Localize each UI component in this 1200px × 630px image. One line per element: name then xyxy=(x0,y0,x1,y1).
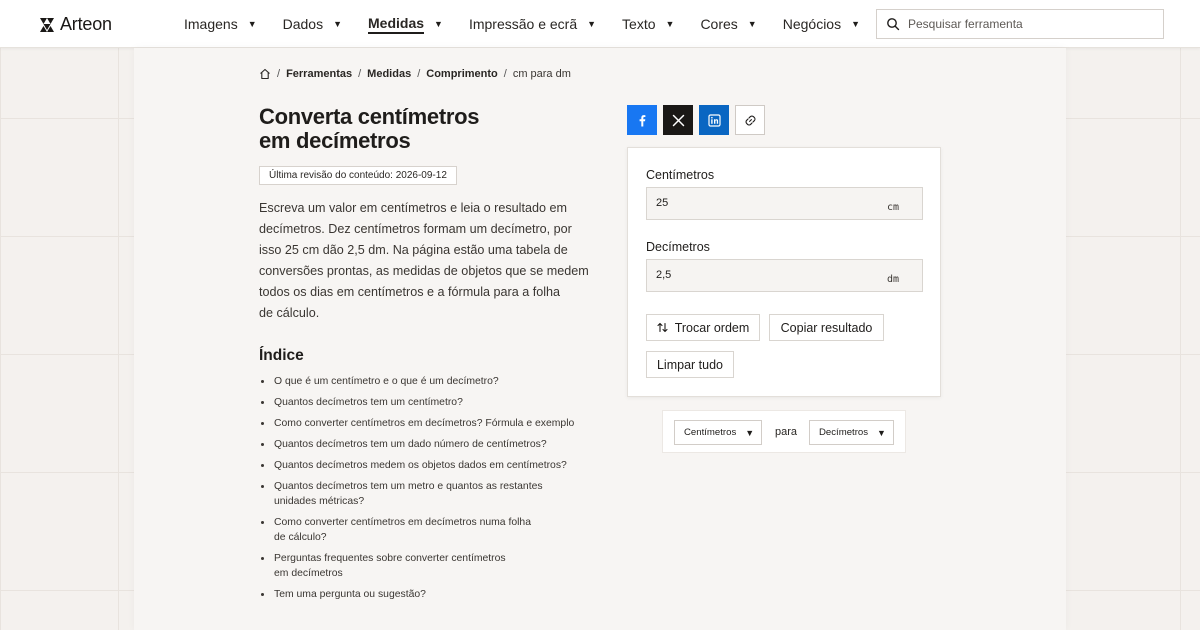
breadcrumb xyxy=(259,68,571,80)
centimeters-field[interactable] xyxy=(646,187,923,220)
decimeters-field[interactable] xyxy=(646,259,923,292)
copy-result-button[interactable]: Copiar resultado xyxy=(769,314,884,341)
home-icon[interactable] xyxy=(259,68,271,80)
nav-item-impressao[interactable] xyxy=(469,16,596,32)
nav-label: Impressão e ecrã xyxy=(468,16,578,32)
toc-item[interactable] xyxy=(259,515,599,545)
swap-order-button[interactable] xyxy=(646,314,760,341)
decimeters-unit: dm xyxy=(886,274,899,285)
centimeters-unit: cm xyxy=(886,202,899,213)
revision-badge: Última revisão do conteúdo: 2026-09-12 xyxy=(259,166,457,185)
breadcrumb-separator: / xyxy=(503,68,507,80)
chevron-down-icon: ▼ xyxy=(745,427,755,438)
centimeters-label: Centímetros xyxy=(646,168,715,182)
toc-item[interactable] xyxy=(259,374,599,389)
search-icon xyxy=(886,17,900,31)
logo[interactable] xyxy=(39,14,112,35)
linkedin-icon xyxy=(708,114,721,127)
chevron-down-icon: ▼ xyxy=(333,19,343,29)
share-buttons xyxy=(627,105,765,135)
clear-all-button[interactable]: Limpar tudo xyxy=(646,351,734,378)
logo-icon xyxy=(39,17,55,33)
to-unit-value: Decímetros xyxy=(819,427,869,438)
toc-item[interactable] xyxy=(259,395,599,410)
link-icon xyxy=(744,114,757,127)
nav-label: Medidas xyxy=(368,15,424,34)
toc-item-text: Quantos decímetros tem um metro e quantos as restantes xyxy=(274,481,543,492)
toc-item-text: Perguntas frequentes sobre converter centímetros xyxy=(274,553,506,564)
page-title-line: Converta centímetros xyxy=(259,104,480,129)
intro-line: Escreva um valor em centímetros e leia o resultado em xyxy=(259,201,567,215)
toc-item-text: de cálculo? xyxy=(274,532,327,543)
swap-order-label: Trocar ordem xyxy=(674,320,750,335)
breadcrumb-comprimento[interactable]: Comprimento xyxy=(426,68,498,80)
page-title-line: em decímetros xyxy=(259,128,411,153)
chevron-down-icon: ▼ xyxy=(851,19,861,29)
toc-item-text: Como converter centímetros em decímetros? Fórmula e exemplo xyxy=(274,418,575,429)
intro-line: decímetros. Dez centímetros formam um decímetro, por xyxy=(259,222,572,236)
chevron-down-icon: ▼ xyxy=(665,19,675,29)
toc-item-text: unidades métricas? xyxy=(274,496,365,507)
nav-label: Imagens xyxy=(184,16,238,32)
nav-item-dados[interactable] xyxy=(283,16,342,32)
unit-selector xyxy=(662,410,906,453)
to-unit-select[interactable] xyxy=(809,420,894,445)
toc-item[interactable] xyxy=(259,416,599,431)
page-title xyxy=(259,105,579,153)
toc-item[interactable] xyxy=(259,458,599,473)
breadcrumb-separator: / xyxy=(358,68,362,80)
nav-item-texto[interactable] xyxy=(622,16,674,32)
chevron-down-icon: ▼ xyxy=(247,19,257,29)
breadcrumb-separator: / xyxy=(417,68,421,80)
toc-item[interactable] xyxy=(259,551,599,581)
toc-item-text: Como converter centímetros em decímetros numa folha xyxy=(274,517,531,528)
toc-item-text: O que é um centímetro e o que é um decímetro? xyxy=(274,376,499,387)
toc-item-text: em decímetros xyxy=(274,568,343,579)
swap-icon xyxy=(657,322,668,333)
nav-item-negocios[interactable] xyxy=(783,16,860,32)
centimeters-input[interactable] xyxy=(656,197,856,209)
share-x-button[interactable] xyxy=(663,105,693,135)
top-bar xyxy=(0,0,1200,48)
intro-paragraph xyxy=(259,198,599,324)
intro-line: de cálculo. xyxy=(259,306,320,320)
search-input[interactable] xyxy=(908,17,1148,31)
share-facebook-button[interactable] xyxy=(627,105,657,135)
breadcrumb-current: cm para dm xyxy=(512,68,571,80)
nav-item-imagens[interactable] xyxy=(184,16,257,32)
intro-line: conversões prontas, as medidas de objetos que se medem xyxy=(259,264,589,278)
connector-text: para xyxy=(775,426,798,438)
nav-label: Dados xyxy=(282,16,324,32)
breadcrumb-medidas[interactable]: Medidas xyxy=(367,68,412,80)
share-linkedin-button[interactable] xyxy=(699,105,729,135)
chevron-down-icon: ▼ xyxy=(587,19,597,29)
converter-card xyxy=(627,147,941,397)
decimeters-label: Decímetros xyxy=(646,240,710,254)
table-of-contents xyxy=(259,374,599,608)
decimeters-input[interactable] xyxy=(656,269,856,281)
chevron-down-icon: ▼ xyxy=(747,19,757,29)
breadcrumb-separator: / xyxy=(277,68,281,80)
toc-item[interactable] xyxy=(259,479,599,509)
toc-item-text: Quantos decímetros medem os objetos dados em centímetros? xyxy=(274,460,567,471)
main-nav xyxy=(184,0,886,48)
facebook-icon xyxy=(636,114,649,127)
search-box[interactable] xyxy=(876,9,1164,39)
toc-item-text: Quantos decímetros tem um dado número de centímetros? xyxy=(274,439,547,450)
toc-item-text: Quantos decímetros tem um centímetro? xyxy=(274,397,463,408)
nav-item-medidas[interactable] xyxy=(368,15,443,34)
toc-item[interactable] xyxy=(259,437,599,452)
nav-label: Negócios xyxy=(782,16,842,32)
nav-label: Texto xyxy=(622,16,656,32)
toc-item[interactable] xyxy=(259,587,599,602)
breadcrumb-ferramentas[interactable]: Ferramentas xyxy=(286,68,353,80)
copy-link-button[interactable] xyxy=(735,105,765,135)
nav-item-cores[interactable] xyxy=(700,16,756,32)
toc-title: Índice xyxy=(259,347,304,364)
intro-line: todos os dias em centímetros e a fórmula para a folha xyxy=(259,285,561,299)
intro-line: isso 25 cm dão 2,5 dm. Na página estão uma tabela de xyxy=(259,243,568,257)
chevron-down-icon: ▼ xyxy=(877,427,886,438)
from-unit-select[interactable] xyxy=(674,420,762,445)
logo-text: Arteon xyxy=(60,14,112,34)
from-unit-value: Centímetros xyxy=(684,427,737,438)
nav-label: Cores xyxy=(700,16,738,32)
toc-item-text: Tem uma pergunta ou sugestão? xyxy=(274,589,426,600)
chevron-down-icon: ▼ xyxy=(434,19,443,29)
x-icon xyxy=(672,114,685,127)
